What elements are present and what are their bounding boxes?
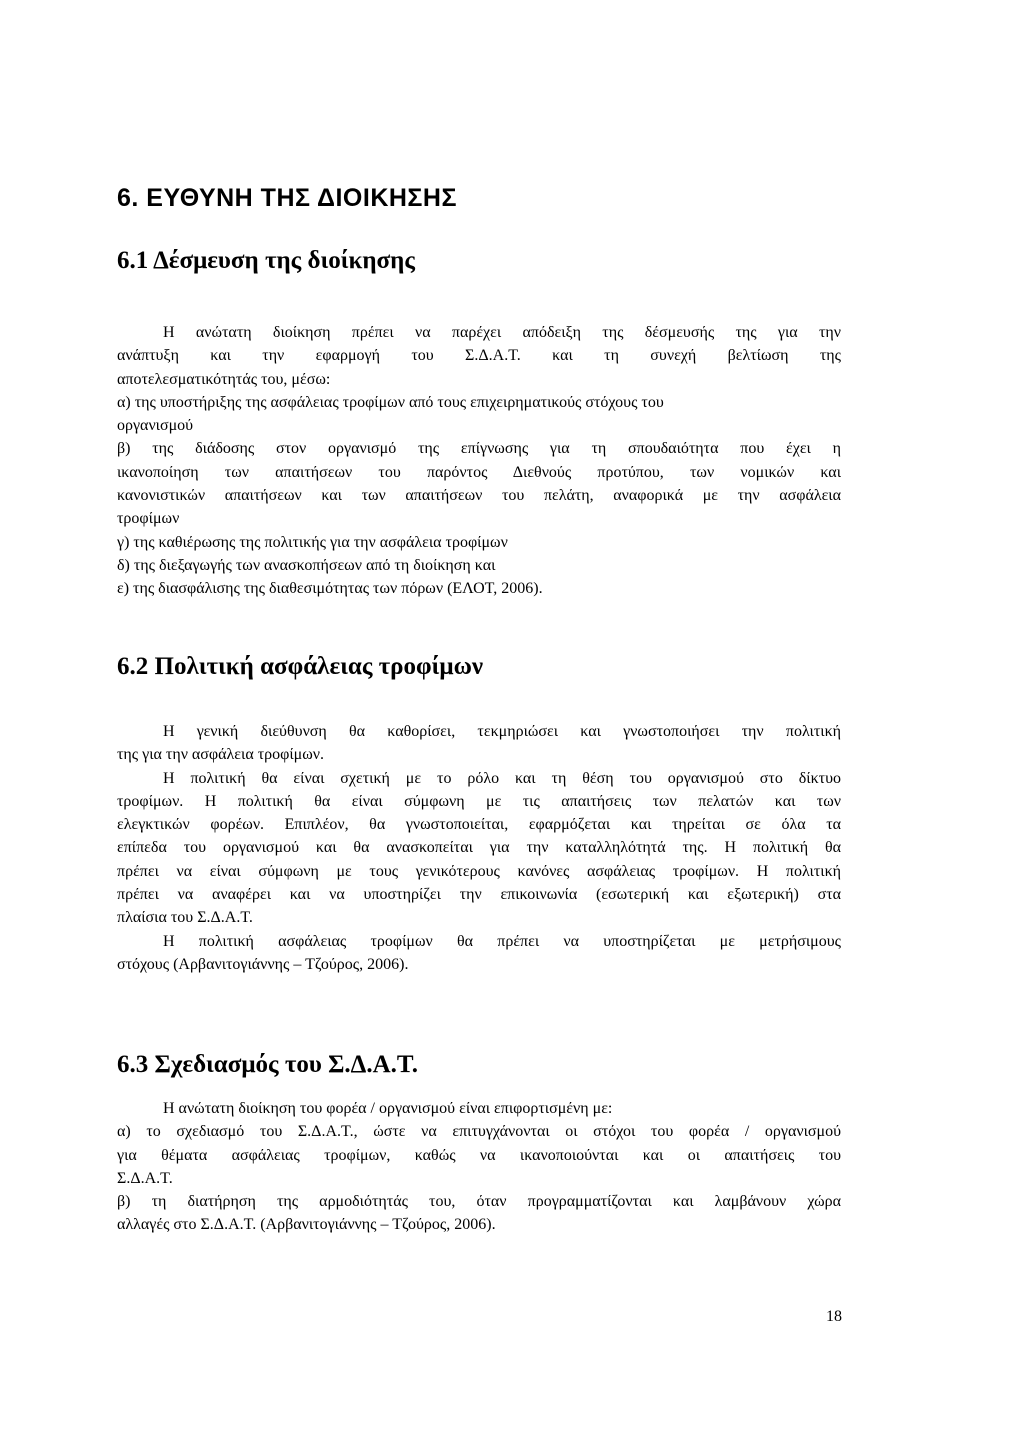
chapter-title: 6. ΕΥΘΥΝΗ ΤΗΣ ΔΙΟΙΚΗΣΗΣ: [117, 184, 457, 212]
body-line: πρέπει να αναφέρει και να υποστηρίζει την επικοινωνία (εσωτερική και εξωτερική) στα: [117, 886, 841, 904]
body-line: για θέματα ασφάλειας τροφίμων, καθώς να ικανοποιούνται και οι απαιτήσεις του: [117, 1146, 841, 1164]
list-item-b: β) τη διατήρηση της αρμοδιότητάς του, όταν προγραμματίζονται και λαμβάνουν χώρα: [117, 1193, 841, 1211]
body-line: κανονιστικών απαιτήσεων και των απαιτήσεων του πελάτη, αναφορικά με την ασφάλεια: [117, 487, 841, 505]
body-line: επίπεδα του οργανισμού και θα ανασκοπείται για την καταλληλότητά της. Η πολιτική θα: [117, 839, 841, 857]
page-number: 18: [826, 1308, 842, 1325]
body-line: πρέπει να είναι σύμφωνη με τους γενικότερους κανόνες ασφάλειας τροφίμων. Η πολιτική: [117, 862, 841, 880]
body-line: τροφίμων. Η πολιτική θα είναι σύμφωνη με τις απαιτήσεις των πελατών και των: [117, 792, 841, 810]
list-item-d: δ) της διεξαγωγής των ανασκοπήσεων από τη διοίκηση και: [117, 556, 496, 574]
list-item-a: α) το σχεδιασμό του Σ.Δ.Α.Τ., ώστε να επιτυγχάνονται οι στόχοι του φορέα / οργανισμού: [117, 1123, 841, 1141]
body-line: ικανοποίηση των απαιτήσεων του παρόντος Διεθνούς προτύπου, των νομικών και: [117, 463, 841, 481]
body-line: ανάπτυξη και την εφαρμογή του Σ.Δ.Α.Τ. και τη συνεχή βελτίωση της: [117, 347, 841, 365]
section-6-3-body: [117, 1097, 841, 1237]
body-line: της για την ασφάλεια τροφίμων.: [117, 746, 325, 764]
section-title-6-3: 6.3 Σχεδιασμός του Σ.Δ.Α.Τ.: [117, 1051, 418, 1078]
body-line: Η ανώτατη διοίκηση πρέπει να παρέχει απόδειξη της δέσμευσής της για την: [163, 324, 841, 341]
body-line: Η ανώτατη διοίκηση του φορέα / οργανισμού είναι επιφορτισμένη με:: [163, 1100, 613, 1117]
section-title-6-2: 6.2 Πολιτική ασφάλειας τροφίμων: [117, 653, 484, 680]
body-line: ελεγκτικών φορέων. Επιπλέον, θα γνωστοποιείται, εφαρμόζεται και τηρείται σε όλα τα: [117, 816, 841, 834]
body-line: αλλαγές στο Σ.Δ.Α.Τ. (Αρβανιτογιάννης – Τζούρος, 2006).: [117, 1216, 496, 1234]
body-line: Η πολιτική ασφάλειας τροφίμων θα πρέπει να υποστηρίζεται με μετρήσιμους: [163, 932, 841, 950]
body-line: οργανισμού: [117, 417, 194, 435]
body-line: Σ.Δ.Α.Τ.: [117, 1169, 173, 1187]
list-item-e: ε) της διασφάλισης της διαθεσιμότητας των πόρων (ΕΛΟΤ, 2006).: [117, 580, 543, 598]
body-line: Η πολιτική θα είναι σχετική με το ρόλο και τη θέση του οργανισμού στο δίκτυο: [163, 769, 841, 787]
section-title-6-1: 6.1 Δέσμευση της διοίκησης: [117, 247, 415, 274]
body-line: τροφίμων: [117, 510, 180, 528]
body-line: πλαίσια του Σ.Δ.Α.Τ.: [117, 909, 253, 927]
body-line: στόχους (Αρβανιτογιάννης – Τζούρος, 2006).: [117, 955, 409, 973]
body-line: Η γενική διεύθυνση θα καθορίσει, τεκμηριώσει και γνωστοποιήσει την πολιτική: [163, 723, 841, 740]
section-6-1-body: [117, 321, 841, 601]
body-line: αποτελεσματικότητάς του, μέσω:: [117, 370, 331, 388]
list-item-a: α) της υποστήριξης της ασφάλειας τροφίμων από τους επιχειρηματικούς στόχους του: [117, 393, 664, 411]
list-item-c: γ) της καθιέρωσης της πολιτικής για την ασφάλεια τροφίμων: [117, 533, 508, 551]
list-item-b: β) της διάδοσης στον οργανισμό της επίγνωσης για τη σπουδαιότητα που έχει η: [117, 440, 841, 458]
section-6-2-body: [117, 720, 841, 976]
